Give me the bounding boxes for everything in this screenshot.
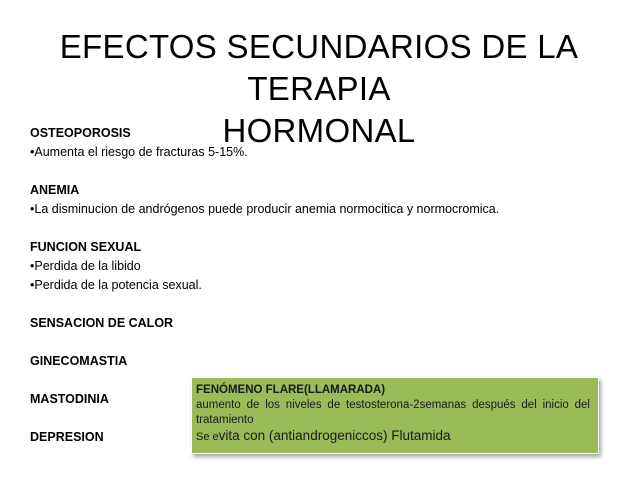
flare-note-prefix: Se e [196,431,219,443]
flare-note-main: vita con (antiandrogeniccos) Flutamida [218,428,451,443]
section-ginecomastia [30,352,620,371]
flare-phenomenon-box [191,377,599,454]
bullet-item: •La disminucion de andrógenos puede producir anemia normocitica y normocromica. [30,202,500,216]
section-sensacion-de-calor [30,314,620,333]
section-heading: FUNCION SEXUAL [30,240,142,254]
bullet-item: •Perdida de la libido [30,259,141,273]
section-heading: SENSACION DE CALOR [30,316,174,330]
section-anemia [30,181,620,219]
section-osteoporosis [30,124,620,162]
section-heading: GINECOMASTIA [30,354,128,368]
section-heading: OSTEOPOROSIS [30,126,131,140]
slide-title-line-2: HORMONAL [222,112,416,149]
bullet-item: •Aumenta el riesgo de fracturas 5-15%. [30,145,248,159]
section-funcion-sexual [30,238,620,295]
section-heading: DEPRESION [30,430,104,444]
flare-heading: FENÓMENO FLARE(LLAMARADA) [196,384,386,396]
section-heading: ANEMIA [30,183,80,197]
bullet-item: •Perdida de la potencia sexual. [30,278,202,292]
section-heading: MASTODINIA [30,392,109,406]
flare-description: aumento de los niveles de testosterona-2semanas después del inicio del tratamiento [196,399,590,426]
flare-note [196,428,590,445]
slide-title-line-1: EFECTOS SECUNDARIOS DE LA TERAPIA [59,28,579,107]
